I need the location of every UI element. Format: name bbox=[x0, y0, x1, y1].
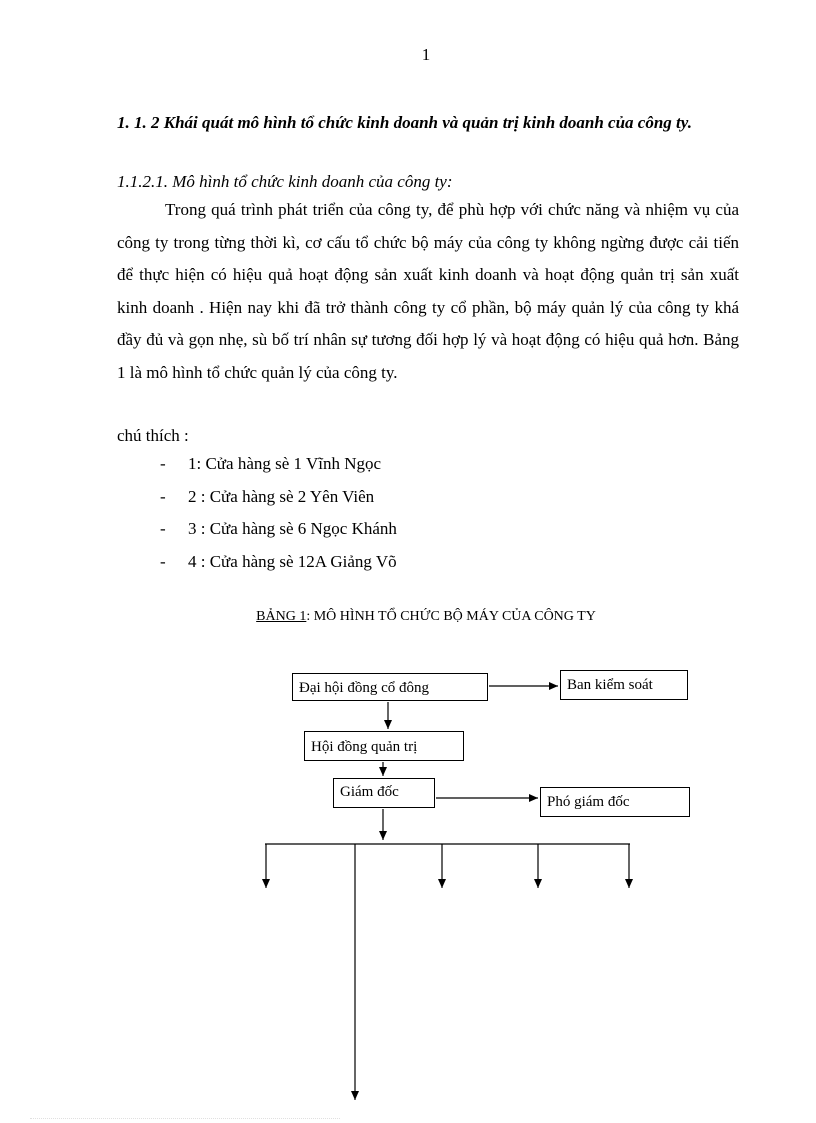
org-box-supervisory-board: Ban kiểm soát bbox=[560, 670, 688, 700]
note-text: 1: Cửa hàng sè 1 Vĩnh Ngọc bbox=[188, 454, 382, 473]
list-dash: - bbox=[160, 551, 166, 571]
footer-divider bbox=[30, 1118, 340, 1119]
page-number: 1 bbox=[421, 45, 431, 64]
note-text: 4 : Cửa hàng sè 12A Giảng Võ bbox=[188, 551, 397, 571]
org-box-director: Giám đốc bbox=[333, 778, 435, 808]
note-text: 3 : Cửa hàng sè 6 Ngọc Khánh bbox=[188, 519, 397, 538]
section-heading: 1. 1. 2 Khái quát mô hình tổ chức kinh doanh và quản trị kinh doanh của công ty. bbox=[117, 113, 692, 132]
notes-label: chú thích : bbox=[117, 426, 189, 445]
list-dash: - bbox=[160, 486, 166, 506]
org-box-deputy-director: Phó giám đốc bbox=[540, 787, 690, 817]
list-dash: - bbox=[160, 519, 166, 538]
table-caption-text: : MÔ HÌNH TỔ CHỨC BỘ MÁY CỦA CÔNG TY bbox=[306, 609, 596, 624]
list-dash: - bbox=[160, 454, 166, 473]
body-paragraph: Trong quá trình phát triển của công ty, để phù hợp với chức năng và nhiệm vụ của công ty trong từng thời kì, cơ cấu tổ chức bộ máy của công ty không ngừng được cải tiến để thực hiện có hiệu quả hoạt động sản xuất kinh doanh và hoạt động quản trị sản xuất kinh doanh . Hiện nay khi đã trở thành công ty cổ phần, bộ máy quản lý của công ty khá đầy đủ và gọn nhẹ, sù bố trí nhân sự tương đối hợp lý và hoạt động có hiệu quả hơn. Bảng 1 là mô hình tổ chức quản lý của công ty. bbox=[117, 200, 739, 382]
org-box-shareholders-meeting: Đại hội đồng cổ đông bbox=[292, 673, 488, 701]
table-caption-prefix: BẢNG 1 bbox=[256, 609, 307, 624]
org-box-board-of-directors: Hội đồng quản trị bbox=[304, 731, 464, 761]
subsection-heading: 1.1.2.1. Mô hình tổ chức kinh doanh của công ty: bbox=[117, 172, 453, 191]
note-text: 2 : Cửa hàng sè 2 Yên Viên bbox=[188, 486, 375, 506]
